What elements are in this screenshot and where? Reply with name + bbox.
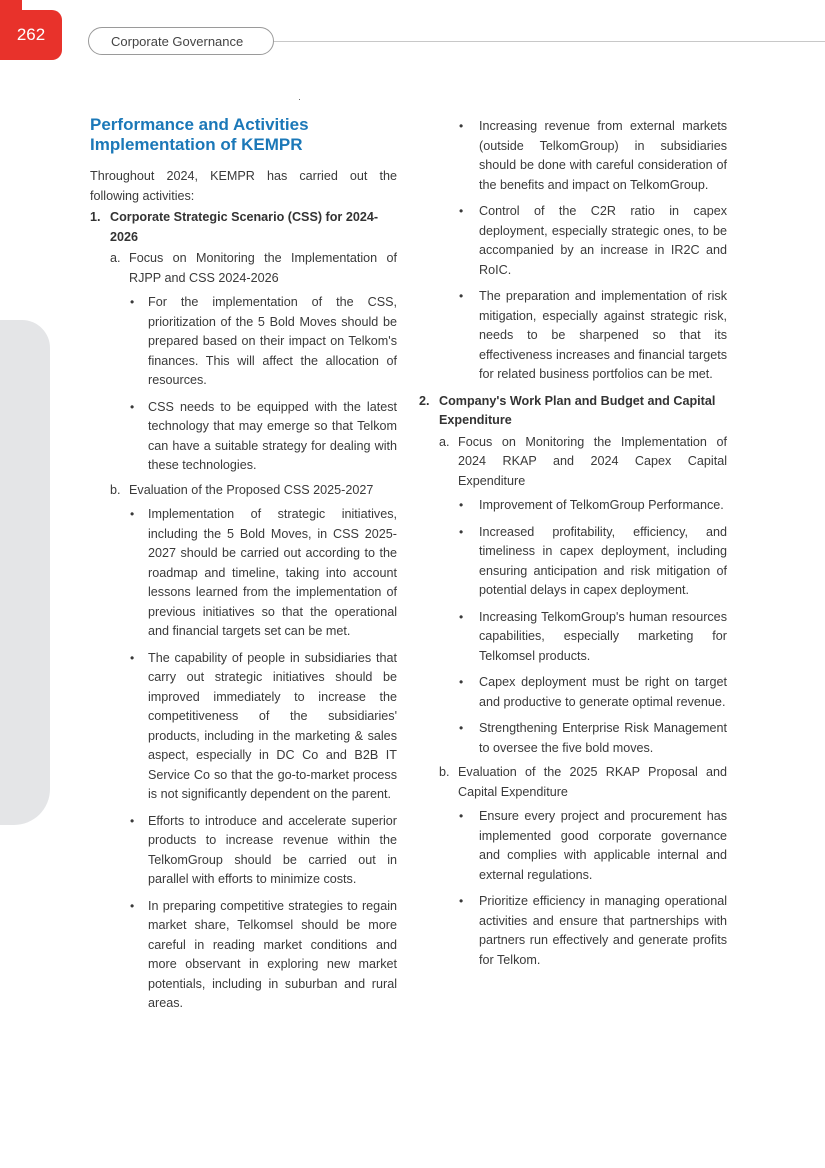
bullet-icon: • <box>459 289 464 303</box>
sub-item-1a <box>90 249 397 288</box>
list-item: • Prioritize efficiency in managing operational activities and ensure that partnerships with partners run effectively and generate profits for Telkom. <box>459 894 727 967</box>
item-heading: Corporate Strategic Scenario (CSS) for 2024-2026 <box>110 210 379 244</box>
bullet-icon: • <box>459 809 464 823</box>
right-column <box>419 117 727 977</box>
sub-item-letter: a. <box>439 434 450 449</box>
decorative-dot <box>299 99 300 100</box>
list-item: • Strengthening Enterprise Risk Management to oversee the five bold moves. <box>459 721 727 755</box>
bullet-icon: • <box>459 119 464 133</box>
list-item: • The capability of people in subsidiaries that carry out strategic initiatives should be improved immediately to increase the competitiveness of the subsidiaries' products, including in the marketing & sales aspect, especially in DC Co and B2B IT Service Co so that the go-to-market process is not significantly dependent on the parent. <box>130 650 397 801</box>
bullet-icon: • <box>459 609 464 624</box>
sub-item-letter: b. <box>110 482 121 497</box>
section-title: Performance and Activities Implementation of KEMPR <box>90 115 309 154</box>
bullet-icon: • <box>130 507 135 521</box>
bullet-icon: • <box>130 898 135 913</box>
intro-paragraph: Throughout 2024, KEMPR has carried out the following activities: <box>90 169 397 203</box>
bullet-list-1a <box>90 293 397 476</box>
bullet-icon: • <box>459 204 464 218</box>
sub-item-1b <box>90 481 397 501</box>
bullet-icon: • <box>459 675 464 689</box>
list-item: • The preparation and implementation of risk mitigation, especially against strategic risk, needs to be sharpened so that its effectiveness increases and financial targets for related business portfolios can be met. <box>459 289 727 381</box>
bullet-icon: • <box>459 894 464 908</box>
list-item: • In preparing competitive strategies to regain market share, Telkomsel should be more careful in reading market conditions and more observant in exploring new market potentials, including in suburban and rural areas. <box>130 898 397 1010</box>
list-item: • Increasing TelkomGroup's human resources capabilities, especially marketing for Telkomsel products. <box>459 609 727 663</box>
sub-item-text: Focus on Monitoring the Implementation of 2024 RKAP and 2024 Capex Capital Expenditure <box>458 434 727 488</box>
bullet-icon: • <box>130 399 135 414</box>
list-item: • Implementation of strategic initiatives, including the 5 Bold Moves, in CSS 2025-2027 should be carried out according to the roadmap and timeline, taking into account lessons learned from the implementation of previous initiatives so that the operational and financial targets set can be met. <box>130 507 397 638</box>
sub-item-text: Focus on Monitoring the Implementation of RJPP and CSS 2024-2026 <box>129 251 397 285</box>
list-item: • Increased profitability, efficiency, and timeliness in capex deployment, including ensuring anticipation and risk mitigation of potential delays in capex deployment. <box>459 524 727 597</box>
numbered-item-1 <box>90 208 397 247</box>
section-label: Corporate Governance <box>88 27 274 55</box>
bullet-list-2b <box>419 807 727 970</box>
sub-item-letter: a. <box>110 251 121 265</box>
item-heading: Company's Work Plan and Budget and Capital Expenditure <box>439 393 716 427</box>
sub-item-text: Evaluation of the Proposed CSS 2025-2027 <box>129 482 374 497</box>
sub-item-letter: b. <box>439 765 450 779</box>
bullet-icon: • <box>459 721 464 735</box>
bullet-icon: • <box>130 295 135 309</box>
decorative-side-shape <box>0 320 50 825</box>
bullet-icon: • <box>459 498 464 512</box>
bullet-list-1b-continued <box>419 117 727 385</box>
list-item: • Improvement of TelkomGroup Performance. <box>419 496 727 516</box>
list-item: • Efforts to introduce and accelerate superior products to increase revenue within the TelkomGroup should be carried out in parallel with efforts to minimize costs. <box>130 813 397 886</box>
bullet-icon: • <box>130 650 135 665</box>
sub-item-2b <box>419 763 727 802</box>
left-column <box>90 115 397 1021</box>
list-item: • Control of the C2R ratio in capex deployment, especially strategic ones, to be accompanied by an increase in IR2C and RoIC. <box>459 204 727 277</box>
header-divider <box>260 41 825 42</box>
item-number: 2. <box>419 393 430 408</box>
list-item: • For the implementation of the CSS, prioritization of the 5 Bold Moves should be prepared based on their impact on Telkom's finances. This will affect the allocation of resources. <box>130 295 397 387</box>
list-item: • Increasing revenue from external markets (outside TelkomGroup) in subsidiaries should be done with careful consideration of the benefits and impact on TelkomGroup. <box>459 119 727 192</box>
sub-item-2a <box>419 433 727 492</box>
page-number-badge: 262 <box>0 10 62 60</box>
list-item: • Ensure every project and procurement has implemented good corporate governance and complies with applicable internal and external regulations. <box>459 809 727 882</box>
item-number: 1. <box>90 210 101 224</box>
bullet-list-1b <box>90 505 397 1014</box>
bullet-list-2a <box>419 496 727 758</box>
bullet-icon: • <box>130 813 135 828</box>
list-item: • Capex deployment must be right on target and productive to generate optimal revenue. <box>459 675 727 709</box>
bullet-icon: • <box>459 524 464 539</box>
numbered-item-2 <box>419 392 727 431</box>
sub-item-text: Evaluation of the 2025 RKAP Proposal and Capital Expenditure <box>458 765 727 799</box>
list-item: • CSS needs to be equipped with the latest technology that may emerge so that Telkom can have a suitable strategy for dealing with these technologies. <box>130 399 397 472</box>
